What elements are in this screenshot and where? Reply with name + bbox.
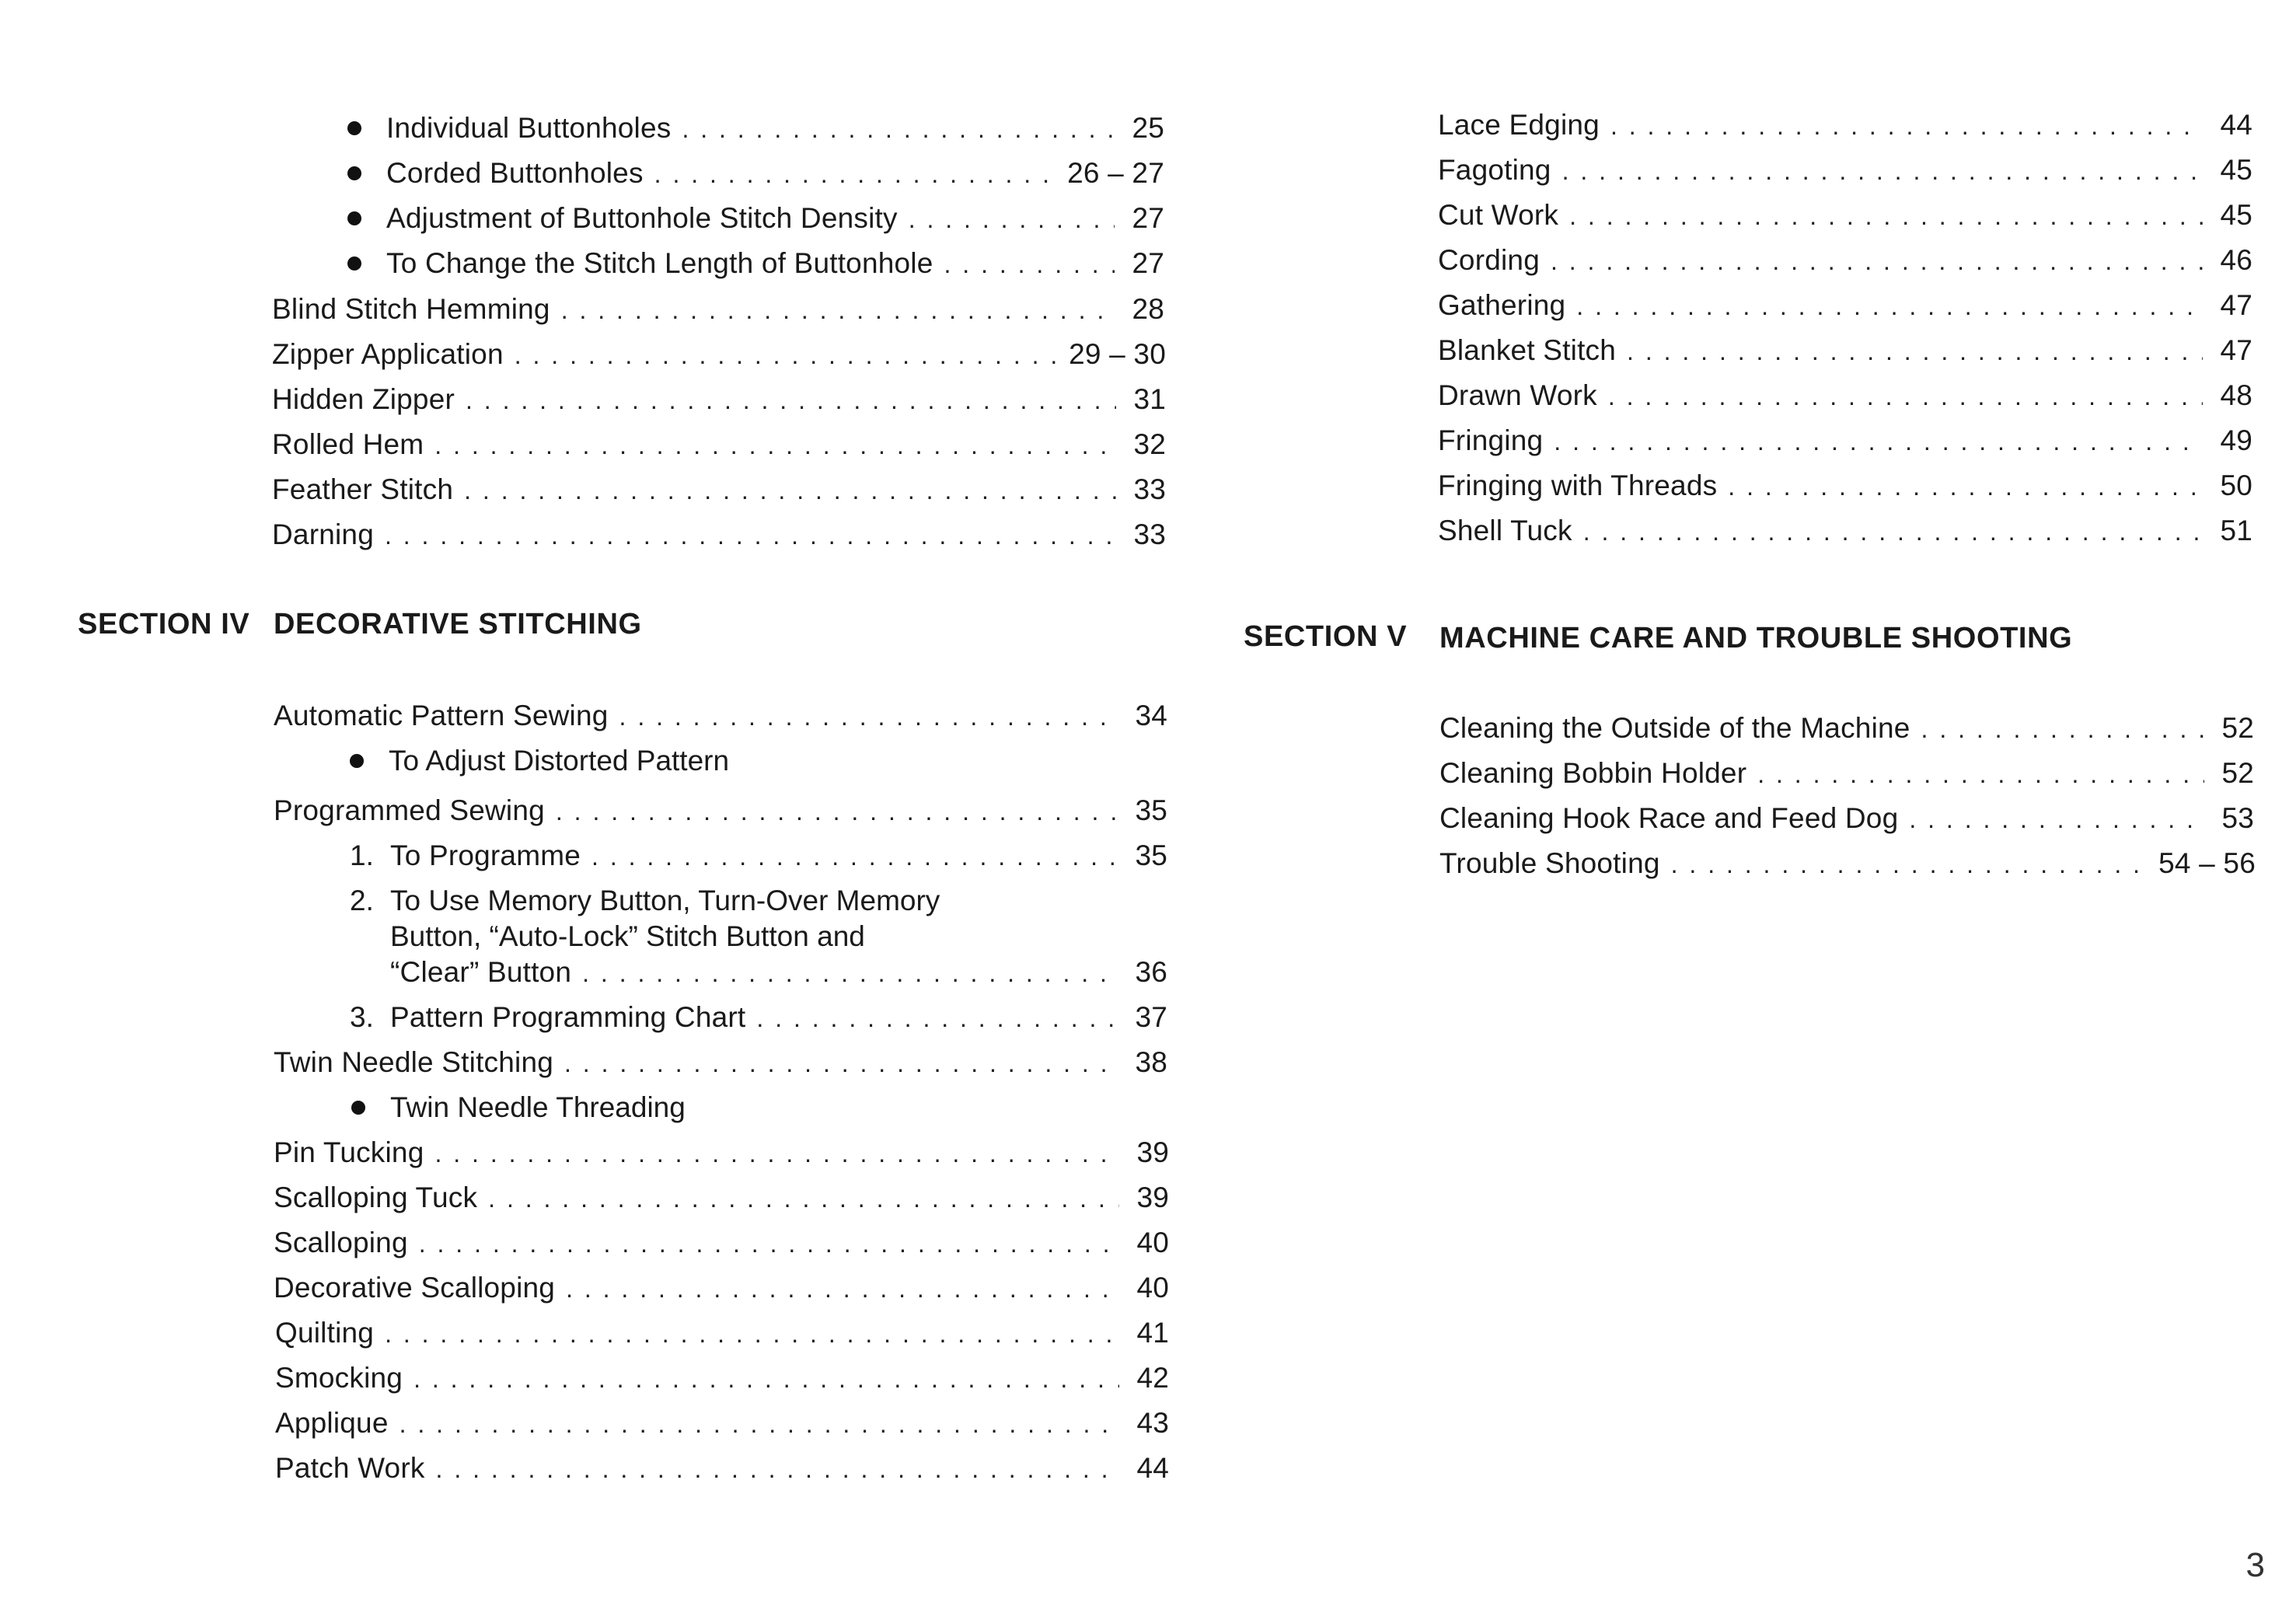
dot-leader — [400, 1412, 1119, 1436]
dot-leader — [654, 162, 1056, 187]
list-number: 3. — [350, 1001, 374, 1033]
dot-leader — [464, 478, 1116, 503]
dot-leader — [1909, 807, 2204, 832]
toc-entry-memory-button-line1: To Use Memory Button, Turn-Over Memory — [390, 885, 940, 916]
section-iv-number: SECTION IV — [78, 608, 250, 640]
toc-entry-zipper-application: Zipper Application . . . 29 – 30 — [272, 340, 1166, 368]
toc-entry-gathering: Gathering . . . 47 — [1438, 291, 2252, 319]
bullet-icon — [350, 754, 364, 768]
toc-entry-shell-tuck: Shell Tuck . . . 51 — [1438, 516, 2252, 545]
toc-entry-twin-needle-stitching: Twin Needle Stitching . . . 38 — [274, 1048, 1167, 1077]
toc-entry-corded-buttonholes: Corded Buttonholes . . . 26 – 27 — [386, 159, 1164, 187]
dot-leader — [1554, 429, 2203, 454]
toc-entry-decorative-scalloping: Decorative Scalloping . . . 40 — [274, 1273, 1169, 1302]
section-iv-title: DECORATIVE STITCHING — [274, 608, 642, 640]
dot-leader — [1610, 113, 2203, 138]
section-v-number: SECTION V — [1244, 620, 1408, 653]
dot-leader — [556, 799, 1118, 824]
toc-entry-memory-button-line3: “Clear” Button . . . 36 — [390, 958, 1167, 986]
toc-entry-blind-stitch-hemming: Blind Stitch Hemming . . . 28 — [272, 295, 1164, 323]
dot-leader — [434, 433, 1116, 458]
section-v-title: MACHINE CARE AND TROUBLE SHOOTING — [1439, 622, 2073, 654]
bullet-icon — [347, 121, 361, 135]
toc-entry-buttonhole-stitch-length: To Change the Stitch Length of Buttonhole . . . 27 — [386, 249, 1164, 277]
dot-leader — [1583, 519, 2203, 544]
dot-leader — [466, 388, 1116, 413]
dot-leader — [566, 1276, 1119, 1301]
dot-leader — [436, 1457, 1119, 1482]
toc-entry-quilting: Quilting . . . 41 — [275, 1318, 1169, 1347]
toc-entry-applique: Applique . . . 43 — [275, 1408, 1169, 1437]
toc-entry-adjust-distorted-pattern: To Adjust Distorted Pattern — [389, 745, 730, 777]
dot-leader — [582, 961, 1118, 986]
toc-entry-hidden-zipper: Hidden Zipper . . . 31 — [272, 385, 1166, 414]
toc-entry-pattern-programming-chart: Pattern Programming Chart . . . 37 — [390, 1003, 1167, 1031]
dot-leader — [909, 207, 1115, 232]
toc-entry-blanket-stitch: Blanket Stitch . . . 47 — [1438, 336, 2252, 365]
toc-entry-scalloping: Scalloping . . . 40 — [274, 1228, 1169, 1257]
dot-leader — [1551, 249, 2203, 274]
toc-entry-fringing: Fringing . . . 49 — [1438, 426, 2252, 455]
toc-entry-patch-work: Patch Work . . . 44 — [275, 1454, 1169, 1482]
dot-leader — [756, 1006, 1118, 1031]
dot-leader — [413, 1366, 1119, 1391]
dot-leader — [419, 1231, 1119, 1256]
dot-leader — [564, 1051, 1118, 1076]
dot-leader — [385, 1321, 1119, 1346]
dot-leader — [1576, 294, 2203, 319]
toc-entry-rolled-hem: Rolled Hem . . . 32 — [272, 430, 1166, 459]
bullet-icon — [347, 166, 361, 180]
dot-leader — [515, 343, 1058, 368]
toc-entry-automatic-pattern-sewing: Automatic Pattern Sewing . . . 34 — [274, 701, 1167, 730]
dot-leader — [1562, 159, 2203, 183]
dot-leader — [1608, 384, 2203, 409]
toc-entry-individual-buttonholes: Individual Buttonholes . . . 25 — [386, 113, 1164, 142]
page-number: 3 — [2245, 1546, 2265, 1584]
toc-entry-smocking: Smocking . . . 42 — [275, 1363, 1169, 1392]
dot-leader — [682, 117, 1115, 141]
toc-entry-memory-button-line2: Button, “Auto-Lock” Stitch Button and — [390, 920, 865, 952]
dot-leader — [1728, 474, 2203, 499]
list-number: 1. — [350, 839, 374, 871]
dot-leader — [1757, 762, 2204, 787]
toc-entry-buttonhole-density: Adjustment of Buttonhole Stitch Density . . . 27 — [386, 204, 1164, 232]
toc-entry-cut-work: Cut Work . . . 45 — [1438, 201, 2252, 229]
toc-entry-feather-stitch: Feather Stitch . . . 33 — [272, 475, 1166, 504]
dot-leader — [1921, 717, 2204, 742]
list-number: 2. — [350, 885, 374, 916]
toc-entry-darning: Darning . . . 33 — [272, 520, 1166, 549]
toc-entry-cleaning-hook-race: Cleaning Hook Race and Feed Dog . . . 53 — [1439, 804, 2254, 832]
toc-entry-fagoting: Fagoting . . . 45 — [1438, 155, 2252, 184]
dot-leader — [561, 298, 1115, 323]
toc-entry-programmed-sewing: Programmed Sewing . . . 35 — [274, 796, 1167, 825]
toc-entry-fringing-with-threads: Fringing with Threads . . . 50 — [1438, 471, 2252, 500]
toc-entry-drawn-work: Drawn Work . . . 48 — [1438, 381, 2252, 410]
toc-entry-pin-tucking: Pin Tucking . . . 39 — [274, 1138, 1169, 1167]
toc-entry-cleaning-bobbin-holder: Cleaning Bobbin Holder . . . 52 — [1439, 759, 2254, 787]
dot-leader — [944, 252, 1115, 277]
toc-entry-to-programme: To Programme . . . 35 — [390, 841, 1167, 870]
dot-leader — [488, 1186, 1119, 1211]
bullet-icon — [347, 211, 361, 225]
toc-entry-cleaning-outside: Cleaning the Outside of the Machine . . . 52 — [1439, 714, 2254, 742]
dot-leader — [619, 704, 1118, 729]
toc-entry-twin-needle-threading: Twin Needle Threading — [390, 1091, 686, 1123]
toc-entry-trouble-shooting: Trouble Shooting . . . 54 – 56 — [1439, 849, 2256, 878]
toc-entry-lace-edging: Lace Edging . . . 44 — [1438, 110, 2252, 139]
bullet-icon — [351, 1101, 365, 1115]
dot-leader — [1569, 204, 2203, 229]
dot-leader — [1671, 852, 2148, 877]
bullet-icon — [347, 257, 361, 270]
dot-leader — [385, 523, 1116, 548]
toc-entry-scalloping-tuck: Scalloping Tuck . . . 39 — [274, 1183, 1169, 1212]
toc-entry-cording: Cording . . . 46 — [1438, 246, 2252, 274]
dot-leader — [591, 844, 1118, 869]
dot-leader — [434, 1141, 1119, 1166]
dot-leader — [1627, 339, 2203, 364]
